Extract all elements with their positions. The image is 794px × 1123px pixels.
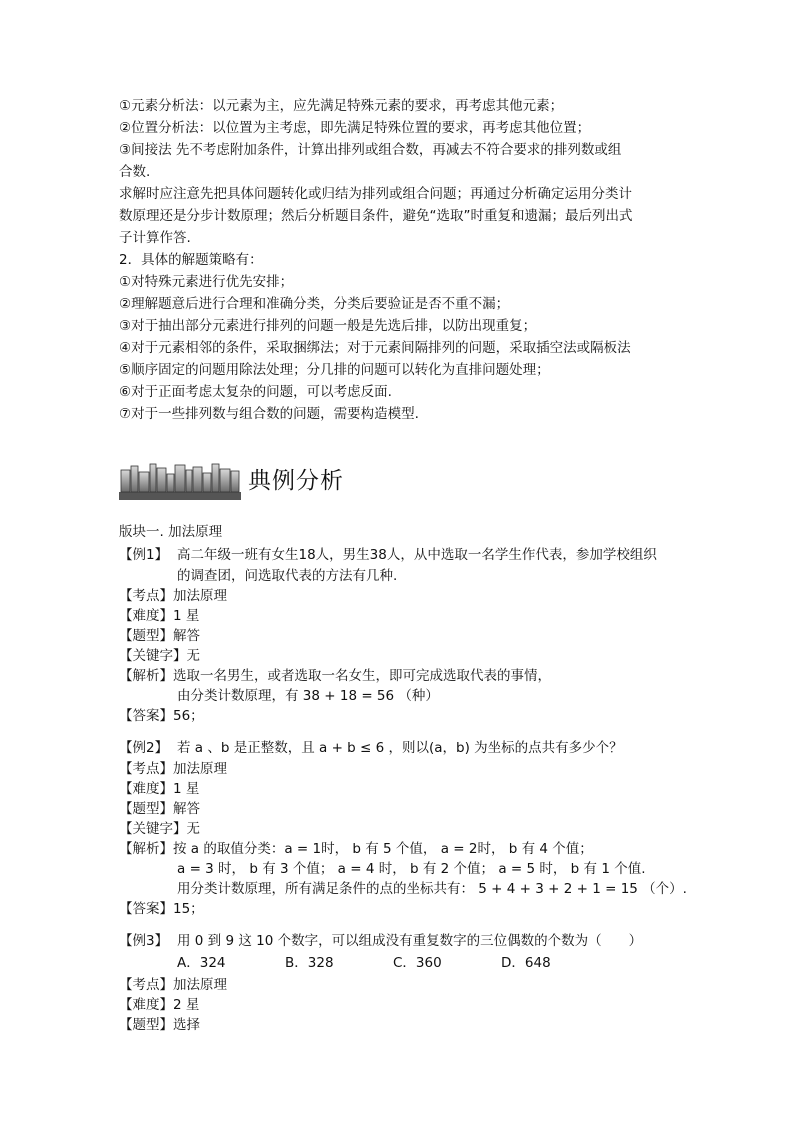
intro-line: 求解时应注意先把具体问题转化或归结为排列或组合问题；再通过分析确定运用分类计 xyxy=(119,186,632,202)
intro-line: 2．具体的解题策略有： xyxy=(119,252,263,268)
intro-line: ③对于抽出部分元素进行排列的问题一般是先选后排，以防出现重复； xyxy=(119,318,537,334)
option-c: C．360 xyxy=(393,955,442,971)
intro-line: ①对特殊元素进行优先安排； xyxy=(119,274,294,290)
example-1-question xyxy=(119,545,657,565)
example-1-kaodian: 【考点】加法原理 xyxy=(119,588,227,604)
intro-line: ⑥对于正面考虑太复杂的问题，可以考虑反面. xyxy=(119,384,392,400)
intro-line: ③间接法 先不考虑附加条件，计算出排列或组合数，再减去不符合要求的排列数或组 xyxy=(119,142,622,158)
section-title: 典例分析 xyxy=(248,468,344,494)
example-3-tixing: 【题型】选择 xyxy=(119,1017,200,1033)
example-3-options xyxy=(177,953,609,973)
example-2-guanjianzi: 【关键字】无 xyxy=(119,821,200,837)
example-1-question-line-1: 高二年级一班有女生18人，男生38人，从中选取一名学生作代表，参加学校组织 xyxy=(177,547,657,563)
intro-line: ②位置分析法：以位置为主考虑，即先满足特殊位置的要求，再考虑其他位置； xyxy=(119,120,591,136)
example-2-kaodian: 【考点】加法原理 xyxy=(119,761,227,777)
intro-line: ⑤顺序固定的问题用除法处理；分几排的问题可以转化为直排问题处理； xyxy=(119,362,550,378)
example-2-answer: 【答案】15； xyxy=(119,901,204,917)
option-a: A．324 xyxy=(177,955,226,971)
example-2-question xyxy=(119,738,623,758)
example-2-question-text: 若 a 、b 是正整数，且 a + b ≤ 6 ，则以(a，b) 为坐标的点共有多少个？ xyxy=(177,740,623,756)
intro-line: ②理解题意后进行合理和准确分类，分类后要验证是否不重不漏； xyxy=(119,296,510,312)
example-2-tixing: 【题型】解答 xyxy=(119,801,200,817)
block-title: 版块一. 加法原理 xyxy=(119,524,223,540)
example-2-tag: 【例2】 xyxy=(119,740,169,756)
intro-line: 合数. xyxy=(119,164,151,180)
example-2-jiexi-line-2: a = 3 时， b 有 3 个值； a = 4 时， b 有 2 个值； a = 5 时， b 有 1 个值. xyxy=(177,861,646,877)
example-1-jiexi-line-1: 【解析】选取一名男生，或者选取一名女生，即可完成选取代表的事情， xyxy=(119,668,551,684)
intro-line: 子计算作答. xyxy=(119,230,191,246)
example-1-jiexi-line-2: 由分类计数原理，有 38 + 18 = 56 （种） xyxy=(177,688,439,704)
example-1-answer: 【答案】56； xyxy=(119,708,204,724)
example-3-nandu: 【难度】2 星 xyxy=(119,997,200,1013)
example-1-nandu: 【难度】1 星 xyxy=(119,608,200,624)
example-1-question-line-2: 的调查团，问选取代表的方法有几种. xyxy=(177,568,398,584)
option-b: B．328 xyxy=(285,955,334,971)
example-3-question-text: 用 0 到 9 这 10 个数字，可以组成没有重复数字的三位偶数的个数为（ ） xyxy=(177,933,643,949)
example-2-jiexi-line-1: 【解析】按 a 的取值分类：a = 1时， b 有 5 个值， a = 2时， b 有 4 个值； xyxy=(119,841,593,857)
option-d: D．648 xyxy=(501,955,551,971)
example-1-guanjianzi: 【关键字】无 xyxy=(119,648,200,664)
example-3-tag: 【例3】 xyxy=(119,933,169,949)
example-2-nandu: 【难度】1 星 xyxy=(119,781,200,797)
intro-line: 数原理还是分步计数原理；然后分析题目条件，避免“选取”时重复和遗漏；最后列出式 xyxy=(119,208,633,224)
intro-line: ①元素分析法：以元素为主，应先满足特殊元素的要求，再考虑其他元素； xyxy=(119,98,564,114)
example-3-kaodian: 【考点】加法原理 xyxy=(119,977,227,993)
example-1-tag: 【例1】 xyxy=(119,547,169,563)
intro-line: ④对于元素相邻的条件，采取捆绑法；对于元素间隔排列的问题，采取插空法或隔板法 xyxy=(119,340,631,356)
example-2-jiexi-line-3: 用分类计数原理，所有满足条件的点的坐标共有： 5 + 4 + 3 + 2 + 1 = 15 （个）. xyxy=(177,881,687,897)
example-1-tixing: 【题型】解答 xyxy=(119,628,200,644)
example-3-question xyxy=(119,931,642,951)
intro-line: ⑦对于一些排列数与组合数的问题，需要构造模型. xyxy=(119,406,419,422)
